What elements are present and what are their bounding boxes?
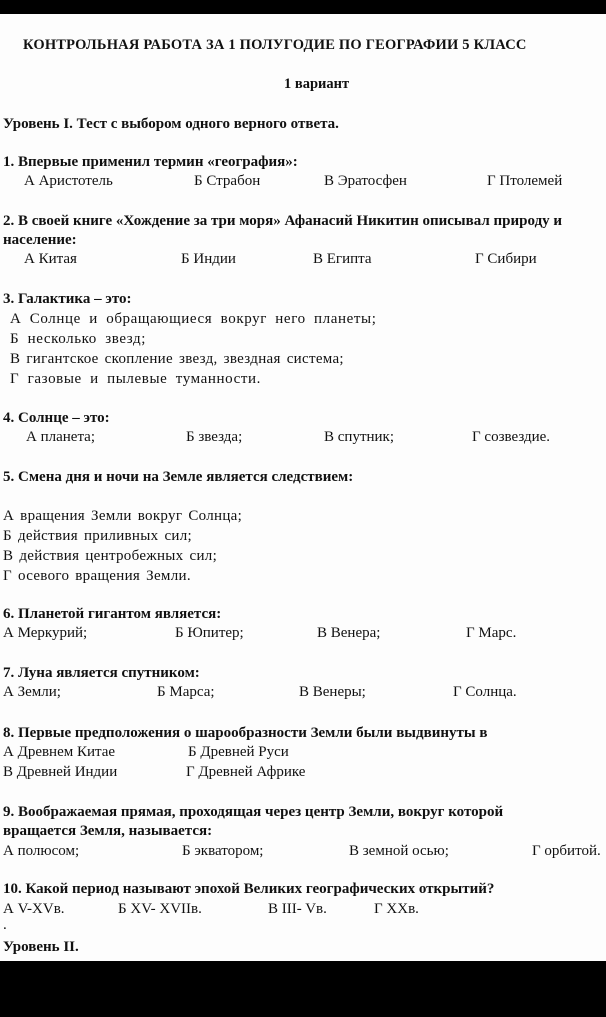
question-1: 1. Впервые применил термин «география»: — [3, 154, 298, 170]
page-title: КОНТРОЛЬНАЯ РАБОТА ЗА 1 ПОЛУГОДИЕ ПО ГЕОГРАФИИ 5 КЛАСС — [23, 37, 527, 53]
answer-option: А полюсом; — [3, 843, 80, 859]
answer-option: В земной осью; — [349, 843, 449, 859]
question-10: 10. Какой период называют эпохой Великих географических открытий? — [3, 881, 495, 897]
answer-option: Г газовые и пылевые туманности. — [10, 371, 261, 387]
level-1-heading: Уровень I. Тест с выбором одного верного ответа. — [3, 116, 339, 132]
question-6: 6. Планетой гигантом является: — [3, 606, 222, 622]
answer-option: А планета; — [26, 429, 96, 445]
answer-option: Б Юпитер; — [175, 625, 244, 641]
question-2-line-1: 2. В своей книге «Хождение за три моря» Афанасий Никитин описывал природу и — [3, 213, 563, 229]
answer-option: Б экватором; — [182, 843, 264, 859]
answer-option: Б несколько звезд; — [10, 331, 147, 347]
answer-option: А Солнце и обращающиеся вокруг него планеты; — [10, 311, 377, 327]
answer-option: Б Страбон — [194, 173, 261, 189]
answer-option: В действия центробежных сил; — [3, 548, 218, 564]
answer-option: Б Марса; — [157, 684, 215, 700]
answer-option: Б Индии — [181, 251, 236, 267]
answer-option: В спутник; — [324, 429, 395, 445]
answer-option: В Венера; — [317, 625, 381, 641]
question-8: 8. Первые предположения о шарообразности Земли были выдвинуты в — [3, 725, 488, 741]
level-2-heading: Уровень II. — [3, 939, 79, 955]
answer-option: Г Древней Африке — [186, 764, 306, 780]
question-5: 5. Смена дня и ночи на Земле является следствием: — [3, 469, 354, 485]
answer-option: А Аристотель — [24, 173, 113, 189]
answer-option: Б Древней Руси — [188, 744, 289, 760]
answer-option: А V-XVв. — [3, 901, 65, 917]
stray-dot: . — [3, 917, 7, 933]
variant-label: 1 вариант — [284, 76, 350, 92]
answer-option: В гигантское скопление звезд, звездная система; — [10, 351, 344, 367]
question-9-line-2: вращается Земля, называется: — [3, 823, 213, 839]
document-page — [0, 14, 606, 961]
answer-option: Г Марс. — [466, 625, 517, 641]
answer-option: Г осевого вращения Земли. — [3, 568, 191, 584]
question-7: 7. Луна является спутником: — [3, 665, 200, 681]
answer-option: Г Птолемей — [487, 173, 563, 189]
answer-option: Г созвездие. — [472, 429, 551, 445]
answer-option: Б действия приливных сил; — [3, 528, 192, 544]
answer-option: А Древнем Китае — [3, 744, 116, 760]
answer-option: Б звезда; — [186, 429, 243, 445]
answer-option: В Эратосфен — [324, 173, 407, 189]
answer-option: А Земли; — [3, 684, 61, 700]
answer-option: В Египта — [313, 251, 372, 267]
answer-option: Г XXв. — [374, 901, 419, 917]
answer-option: В Древней Индии — [3, 764, 118, 780]
answer-option: В Венеры; — [299, 684, 366, 700]
answer-option: Б XV- XVIIв. — [118, 901, 202, 917]
question-4: 4. Солнце – это: — [3, 410, 110, 426]
answer-option: В III- Vв. — [268, 901, 327, 917]
answer-option: А вращения Земли вокруг Солнца; — [3, 508, 243, 524]
answer-option: Г орбитой. — [532, 843, 601, 859]
answer-option: А Китая — [24, 251, 77, 267]
question-2-line-2: население: — [3, 232, 77, 248]
question-3: 3. Галактика – это: — [3, 291, 132, 307]
answer-option: А Меркурий; — [3, 625, 88, 641]
answer-option: Г Сибири — [475, 251, 537, 267]
question-9-line-1: 9. Воображаемая прямая, проходящая через центр Земли, вокруг которой — [3, 804, 504, 820]
answer-option: Г Солнца. — [453, 684, 517, 700]
